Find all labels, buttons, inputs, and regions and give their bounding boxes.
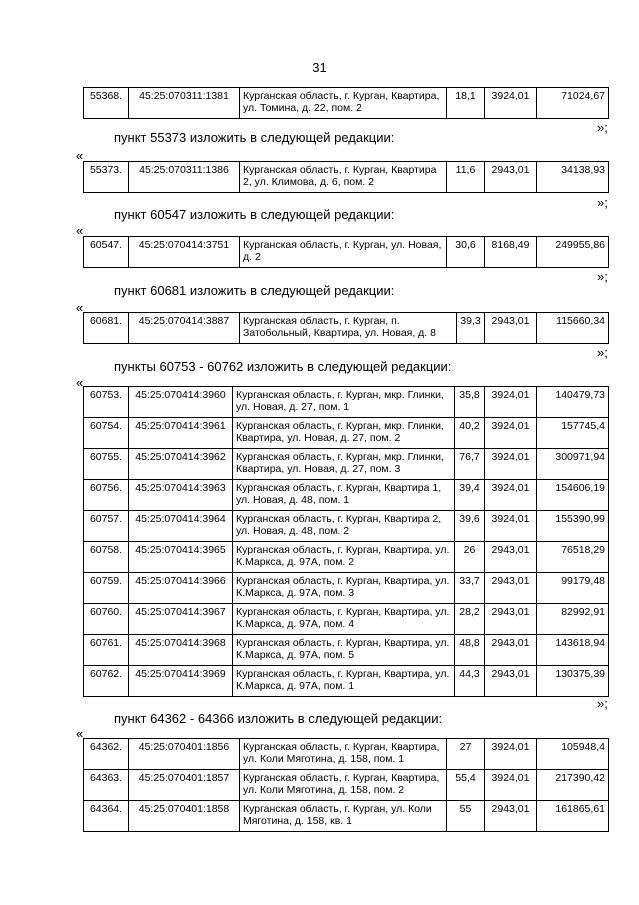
value: 82992,91 bbox=[537, 604, 609, 635]
open-quote: « bbox=[76, 148, 84, 163]
table-row bbox=[84, 237, 609, 268]
area: 27 bbox=[447, 739, 485, 770]
address: Курганская область, г. Курган, Квартира, ул. Томина, д. 22, пом. 2 bbox=[240, 88, 447, 119]
row-number: 60761. bbox=[84, 635, 129, 666]
row-number: 60753. bbox=[84, 387, 129, 418]
value: 249955,86 bbox=[537, 237, 609, 268]
row-number: 60754. bbox=[84, 418, 129, 449]
row-number: 60759. bbox=[84, 573, 129, 604]
cadastral-number: 45:25:070414:3964 bbox=[129, 511, 233, 542]
value: 115660,34 bbox=[537, 313, 609, 344]
close-quote: »; bbox=[597, 269, 608, 284]
table-row bbox=[84, 666, 609, 697]
value: 300971,94 bbox=[537, 449, 609, 480]
rate: 2943,01 bbox=[485, 313, 537, 344]
table-row bbox=[84, 313, 609, 344]
row-number: 64364. bbox=[84, 801, 129, 832]
value: 143618,94 bbox=[537, 635, 609, 666]
value: 217390,42 bbox=[537, 770, 609, 801]
row-number: 60757. bbox=[84, 511, 129, 542]
area: 39,3 bbox=[457, 313, 485, 344]
address: Курганская область, г. Курган, Квартира 2, ул. Новая, д. 48, пом. 2 bbox=[233, 511, 455, 542]
table-row bbox=[84, 542, 609, 573]
area: 28,2 bbox=[455, 604, 485, 635]
open-quote: « bbox=[76, 223, 84, 238]
registry-table-60547 bbox=[83, 236, 609, 268]
rate: 2943,01 bbox=[485, 666, 537, 697]
address: Курганская область, г. Курган, Квартира, ул. К.Маркса, д. 97А, пом. 5 bbox=[233, 635, 455, 666]
cadastral-number: 45:25:070414:3965 bbox=[129, 542, 233, 573]
area: 18,1 bbox=[447, 88, 485, 119]
row-number: 64362. bbox=[84, 739, 129, 770]
section-heading: пункт 60547 изложить в следующей редакции: bbox=[114, 207, 395, 222]
area: 33,7 bbox=[455, 573, 485, 604]
rate: 3924,01 bbox=[485, 449, 537, 480]
area: 76,7 bbox=[455, 449, 485, 480]
area: 39,4 bbox=[455, 480, 485, 511]
address: Курганская область, г. Курган, Квартира, ул. Коли Мяготина, д. 158, пом. 2 bbox=[240, 770, 447, 801]
table-row bbox=[84, 770, 609, 801]
close-quote: »; bbox=[597, 345, 608, 360]
table-row bbox=[84, 511, 609, 542]
registry-table-55373 bbox=[83, 161, 609, 193]
address: Курганская область, г. Курган, Квартира, ул. Коли Мяготина, д. 158, пом. 1 bbox=[240, 739, 447, 770]
row-number: 60756. bbox=[84, 480, 129, 511]
table-row bbox=[84, 418, 609, 449]
address: Курганская область, г. Курган, Квартира, ул. К.Маркса, д. 97А, пом. 1 bbox=[233, 666, 455, 697]
row-number: 60758. bbox=[84, 542, 129, 573]
table-row bbox=[84, 387, 609, 418]
rate: 3924,01 bbox=[485, 739, 537, 770]
address: Курганская область, г. Курган, Квартира, ул. К.Маркса, д. 97А, пом. 3 bbox=[233, 573, 455, 604]
cadastral-number: 45:25:070414:3887 bbox=[129, 313, 240, 344]
address: Курганская область, г. Курган, мкр. Глинки, Квартира, ул. Новая, д. 27, пом. 3 bbox=[233, 449, 455, 480]
table-row bbox=[84, 635, 609, 666]
area: 30,6 bbox=[447, 237, 485, 268]
rate: 3924,01 bbox=[485, 511, 537, 542]
address: Курганская область, г. Курган, ул. Коли Мяготина, д. 158, кв. 1 bbox=[240, 801, 447, 832]
value: 130375,39 bbox=[537, 666, 609, 697]
value: 161865,61 bbox=[537, 801, 609, 832]
registry-table-64362-64366 bbox=[83, 738, 609, 832]
cadastral-number: 45:25:070414:3751 bbox=[129, 237, 240, 268]
value: 71024,67 bbox=[537, 88, 609, 119]
area: 55,4 bbox=[447, 770, 485, 801]
cadastral-number: 45:25:070414:3969 bbox=[129, 666, 233, 697]
row-number: 55368. bbox=[84, 88, 129, 119]
registry-table-55368 bbox=[83, 87, 609, 119]
cadastral-number: 45:25:070414:3960 bbox=[129, 387, 233, 418]
open-quote: « bbox=[76, 375, 84, 390]
close-quote: »; bbox=[597, 696, 608, 711]
table-row bbox=[84, 573, 609, 604]
cadastral-number: 45:25:070401:1856 bbox=[129, 739, 240, 770]
row-number: 60547. bbox=[84, 237, 129, 268]
area: 40,2 bbox=[455, 418, 485, 449]
close-quote: »; bbox=[597, 195, 608, 210]
address: Курганская область, г. Курган, мкр. Глинки, Квартира, ул. Новая, д. 27, пом. 2 bbox=[233, 418, 455, 449]
table-row bbox=[84, 88, 609, 119]
rate: 2943,01 bbox=[485, 604, 537, 635]
open-quote: « bbox=[76, 726, 84, 741]
row-number: 60681. bbox=[84, 313, 129, 344]
area: 35,8 bbox=[455, 387, 485, 418]
table-row bbox=[84, 739, 609, 770]
cadastral-number: 45:25:070401:1858 bbox=[129, 801, 240, 832]
rate: 3924,01 bbox=[485, 770, 537, 801]
address: Курганская область, г. Курган, ул. Новая, д. 2 bbox=[240, 237, 447, 268]
value: 140479,73 bbox=[537, 387, 609, 418]
rate: 2943,01 bbox=[485, 573, 537, 604]
rate: 2943,01 bbox=[485, 635, 537, 666]
rate: 3924,01 bbox=[485, 88, 537, 119]
close-quote: »; bbox=[597, 120, 608, 135]
cadastral-number: 45:25:070311:1381 bbox=[129, 88, 240, 119]
row-number: 64363. bbox=[84, 770, 129, 801]
cadastral-number: 45:25:070401:1857 bbox=[129, 770, 240, 801]
value: 76518,29 bbox=[537, 542, 609, 573]
rate: 3924,01 bbox=[485, 480, 537, 511]
address: Курганская область, г. Курган, Квартира, ул. К.Маркса, д. 97А, пом. 2 bbox=[233, 542, 455, 573]
rate: 2943,01 bbox=[485, 801, 537, 832]
rate: 2943,01 bbox=[485, 162, 537, 193]
address: Курганская область, г. Курган, мкр. Глинки, ул. Новая, д. 27, пом. 1 bbox=[233, 387, 455, 418]
cadastral-number: 45:25:070414:3961 bbox=[129, 418, 233, 449]
value: 154606,19 bbox=[537, 480, 609, 511]
rate: 2943,01 bbox=[485, 542, 537, 573]
section-heading: пункт 60681 изложить в следующей редакции: bbox=[114, 283, 395, 298]
table-row bbox=[84, 801, 609, 832]
value: 34138,93 bbox=[537, 162, 609, 193]
value: 155390,99 bbox=[537, 511, 609, 542]
address: Курганская область, г. Курган, Квартира 1, ул. Новая, д. 48, пом. 1 bbox=[233, 480, 455, 511]
area: 48,8 bbox=[455, 635, 485, 666]
cadastral-number: 45:25:070414:3968 bbox=[129, 635, 233, 666]
section-heading: пункт 64362 - 64366 изложить в следующей редакции: bbox=[114, 711, 443, 726]
open-quote: « bbox=[76, 300, 84, 315]
area: 26 bbox=[455, 542, 485, 573]
row-number: 60762. bbox=[84, 666, 129, 697]
area: 55 bbox=[447, 801, 485, 832]
cadastral-number: 45:25:070414:3966 bbox=[129, 573, 233, 604]
rate: 3924,01 bbox=[485, 387, 537, 418]
row-number: 60760. bbox=[84, 604, 129, 635]
section-heading: пункт 55373 изложить в следующей редакции: bbox=[114, 130, 395, 145]
page-number: 31 bbox=[312, 60, 327, 75]
area: 39,6 bbox=[455, 511, 485, 542]
table-row bbox=[84, 604, 609, 635]
value: 157745,4 bbox=[537, 418, 609, 449]
rate: 3924,01 bbox=[485, 418, 537, 449]
registry-table-60753-60762 bbox=[83, 386, 609, 697]
table-row bbox=[84, 480, 609, 511]
row-number: 55373. bbox=[84, 162, 129, 193]
registry-table-60681 bbox=[83, 312, 609, 344]
rate: 8168,49 bbox=[485, 237, 537, 268]
value: 105948,4 bbox=[537, 739, 609, 770]
section-heading: пункты 60753 - 60762 изложить в следующей редакции: bbox=[114, 359, 452, 374]
cadastral-number: 45:25:070414:3963 bbox=[129, 480, 233, 511]
row-number: 60755. bbox=[84, 449, 129, 480]
area: 44,3 bbox=[455, 666, 485, 697]
cadastral-number: 45:25:070414:3962 bbox=[129, 449, 233, 480]
table-row bbox=[84, 162, 609, 193]
value: 99179,48 bbox=[537, 573, 609, 604]
cadastral-number: 45:25:070311:1386 bbox=[129, 162, 240, 193]
address: Курганская область, г. Курган, п. Затобольный, Квартира, ул. Новая, д. 8 bbox=[240, 313, 457, 344]
area: 11,6 bbox=[447, 162, 485, 193]
table-row bbox=[84, 449, 609, 480]
address: Курганская область, г. Курган, Квартира 2, ул. Климова, д. 6, пом. 2 bbox=[240, 162, 447, 193]
address: Курганская область, г. Курган, Квартира, ул. К.Маркса, д. 97А, пом. 4 bbox=[233, 604, 455, 635]
cadastral-number: 45:25:070414:3967 bbox=[129, 604, 233, 635]
